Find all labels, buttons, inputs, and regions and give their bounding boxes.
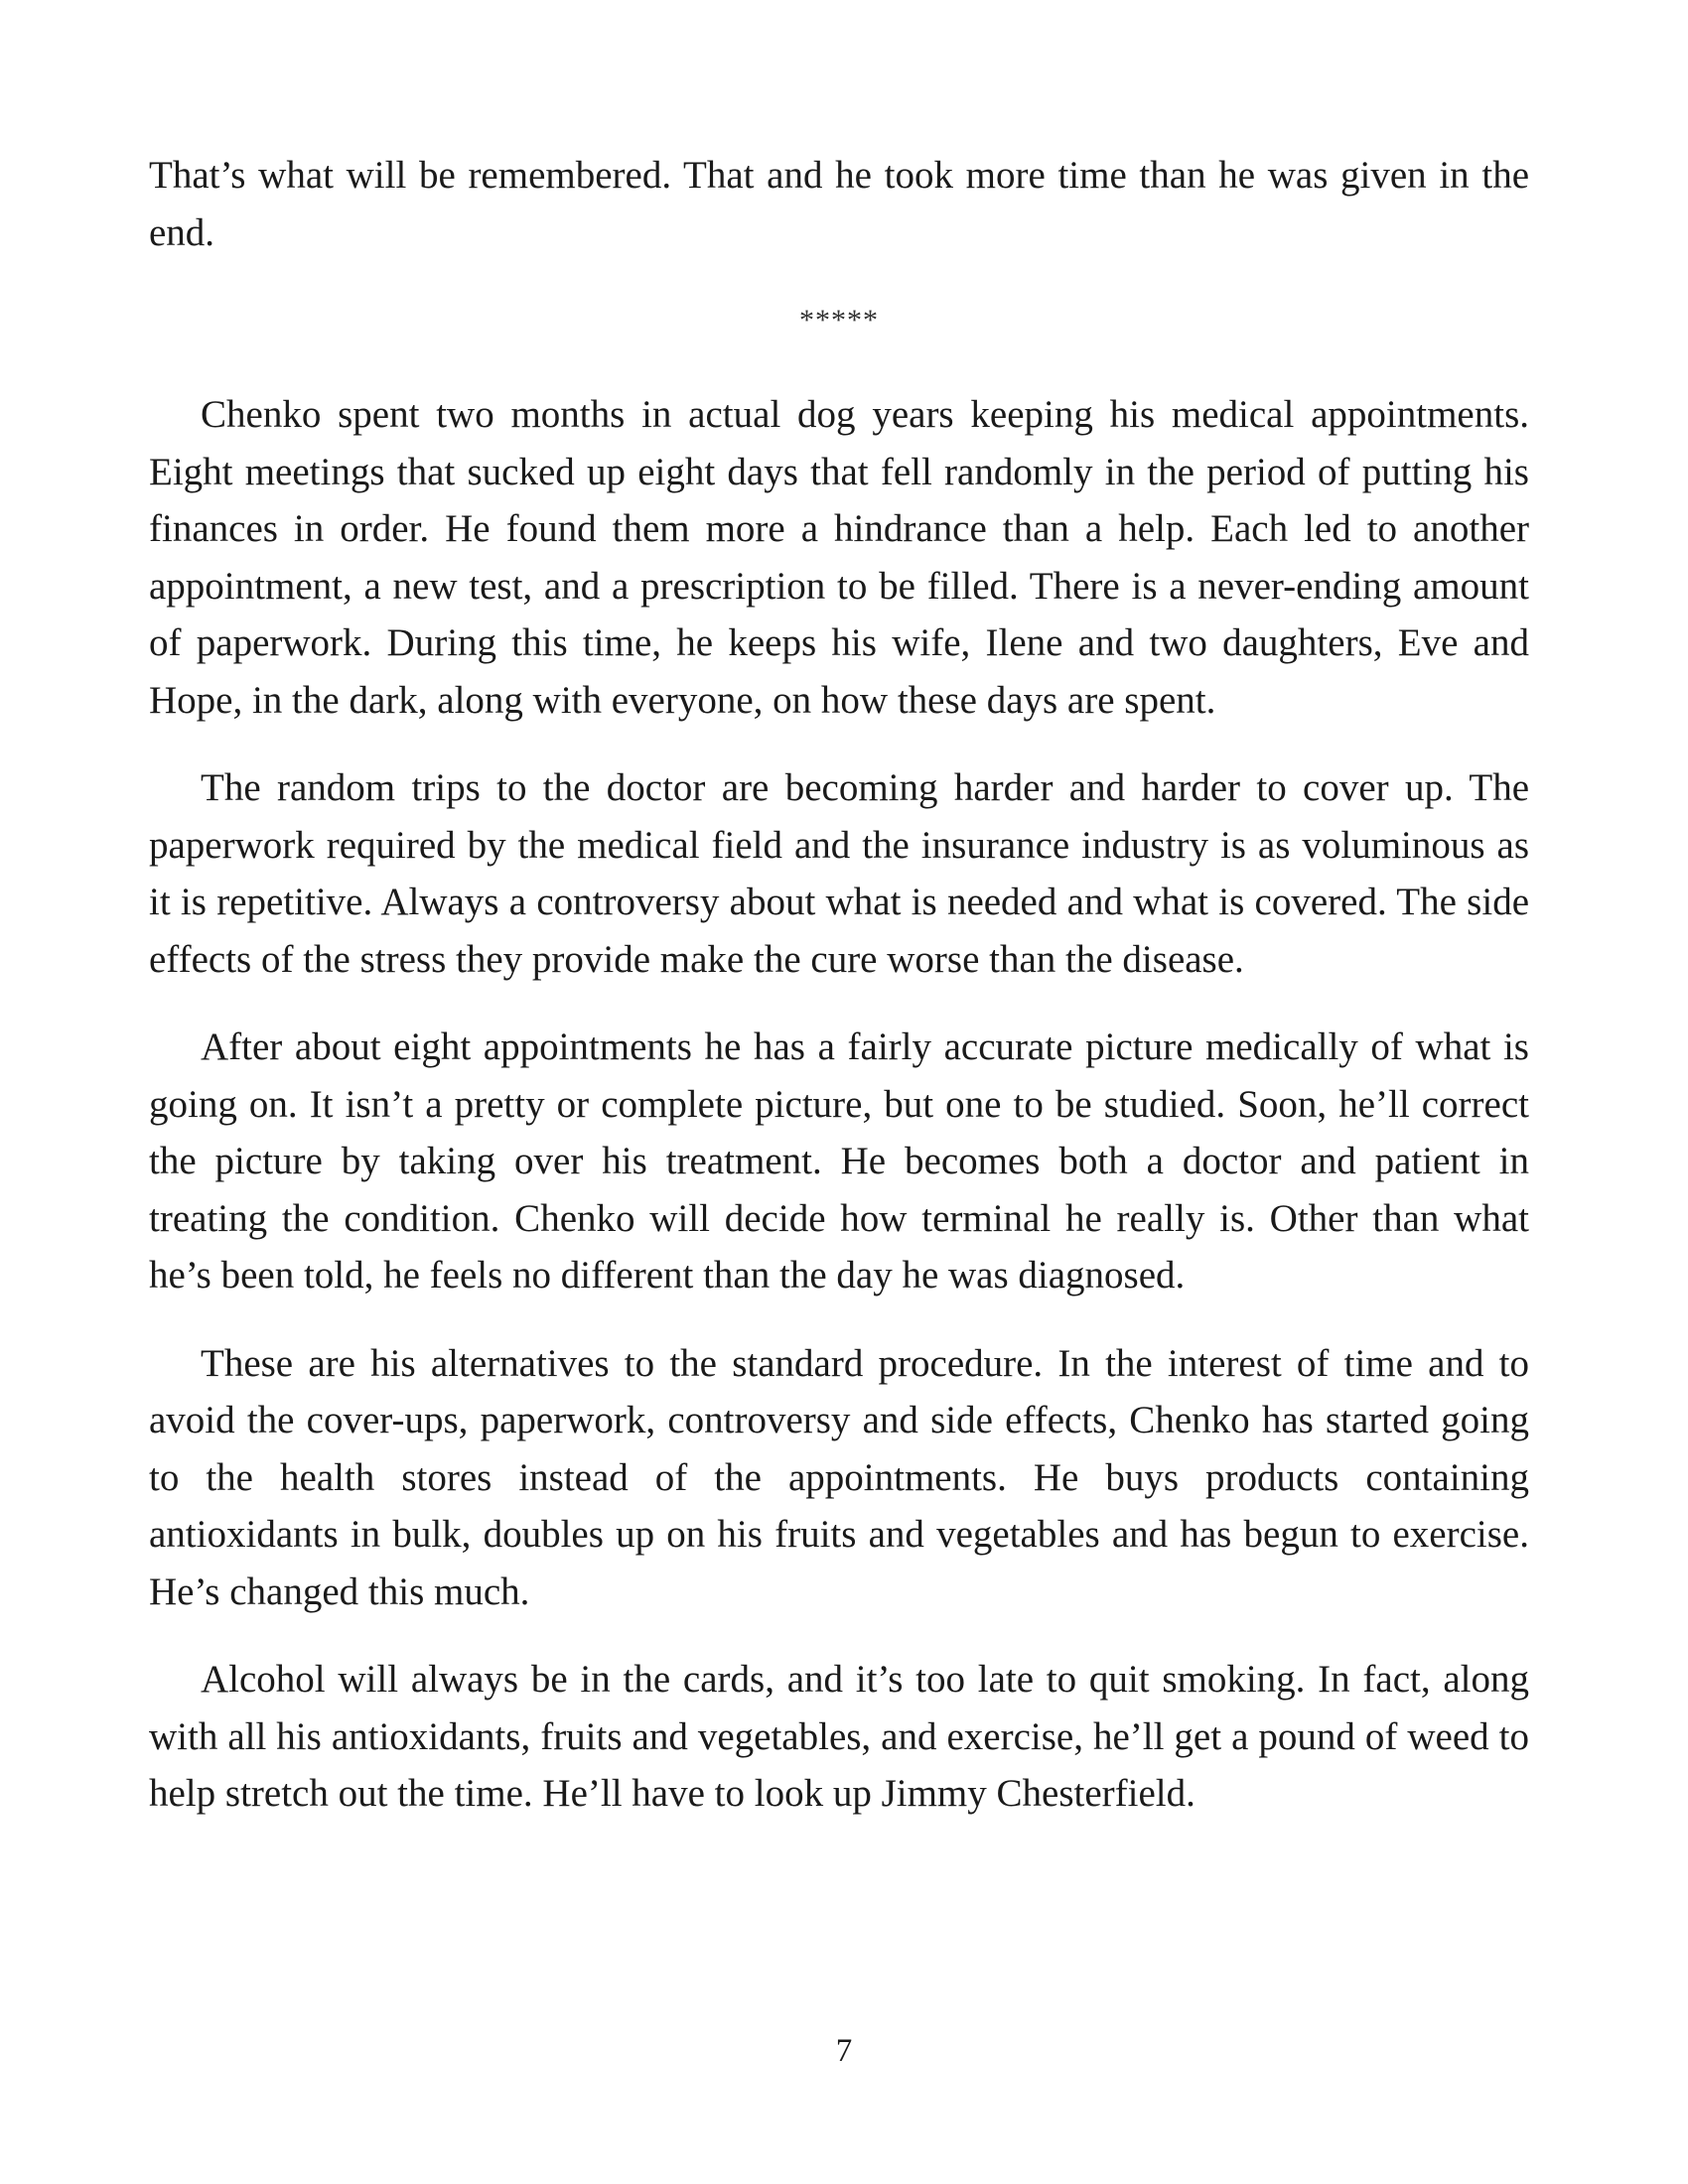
paragraph: Chenko spent two months in actual dog years keeping his medical appointments. Eight meetings that sucked up eight days that fell randomly in the period of putting his finances in order. He found them more a hindrance than a help. Each led to another appointment, a new test, and a prescription to be filled. There is a never-ending amount of paperwork. During this time, he keeps his wife, Ilene and two daughters, Eve and Hope, in the dark, along with everyone, on how these days are spent. — [149, 393, 1529, 722]
page-body — [149, 147, 1529, 1823]
paragraph: Alcohol will always be in the cards, and it’s too late to quit smoking. In fact, along with all his antioxidants, fruits and vegetables, and exercise, he’ll get a pound of weed to help stretch out the time. He’ll have to look up Jimmy Chesterfield. — [149, 1658, 1529, 1815]
paragraph: These are his alternatives to the standard procedure. In the interest of time and to avoid the cover-ups, paperwork, controversy and side effects, Chenko has started going to the health stores instead of the appointments. He buys products containing antioxidants in bulk, doubles up on his fruits and vegetables and has begun to exercise. He’s changed this much. — [149, 1341, 1529, 1613]
section-separator: ***** — [799, 304, 879, 337]
opening-paragraph: That’s what will be remembered. That and he took more time than he was given in the end. — [149, 154, 1529, 254]
paragraph: The random trips to the doctor are becoming harder and harder to cover up. The paperwork required by the medical field and the insurance industry is as voluminous as it is repetitive. Always a controversy about what is needed and what is covered. The side effects of the stress they provide make the cure worse than the disease. — [149, 766, 1529, 981]
page-number: 7 — [835, 2033, 853, 2069]
paragraph: After about eight appointments he has a fairly accurate picture medically of what is going on. It isn’t a pretty or complete picture, but one to be studied. Soon, he’ll correct the picture by taking over his treatment. He becomes both a doctor and patient in treating the condition. Chenko will decide how terminal he really is. Other than what he’s been told, he feels no different than the day he was diagnosed. — [149, 1025, 1529, 1297]
